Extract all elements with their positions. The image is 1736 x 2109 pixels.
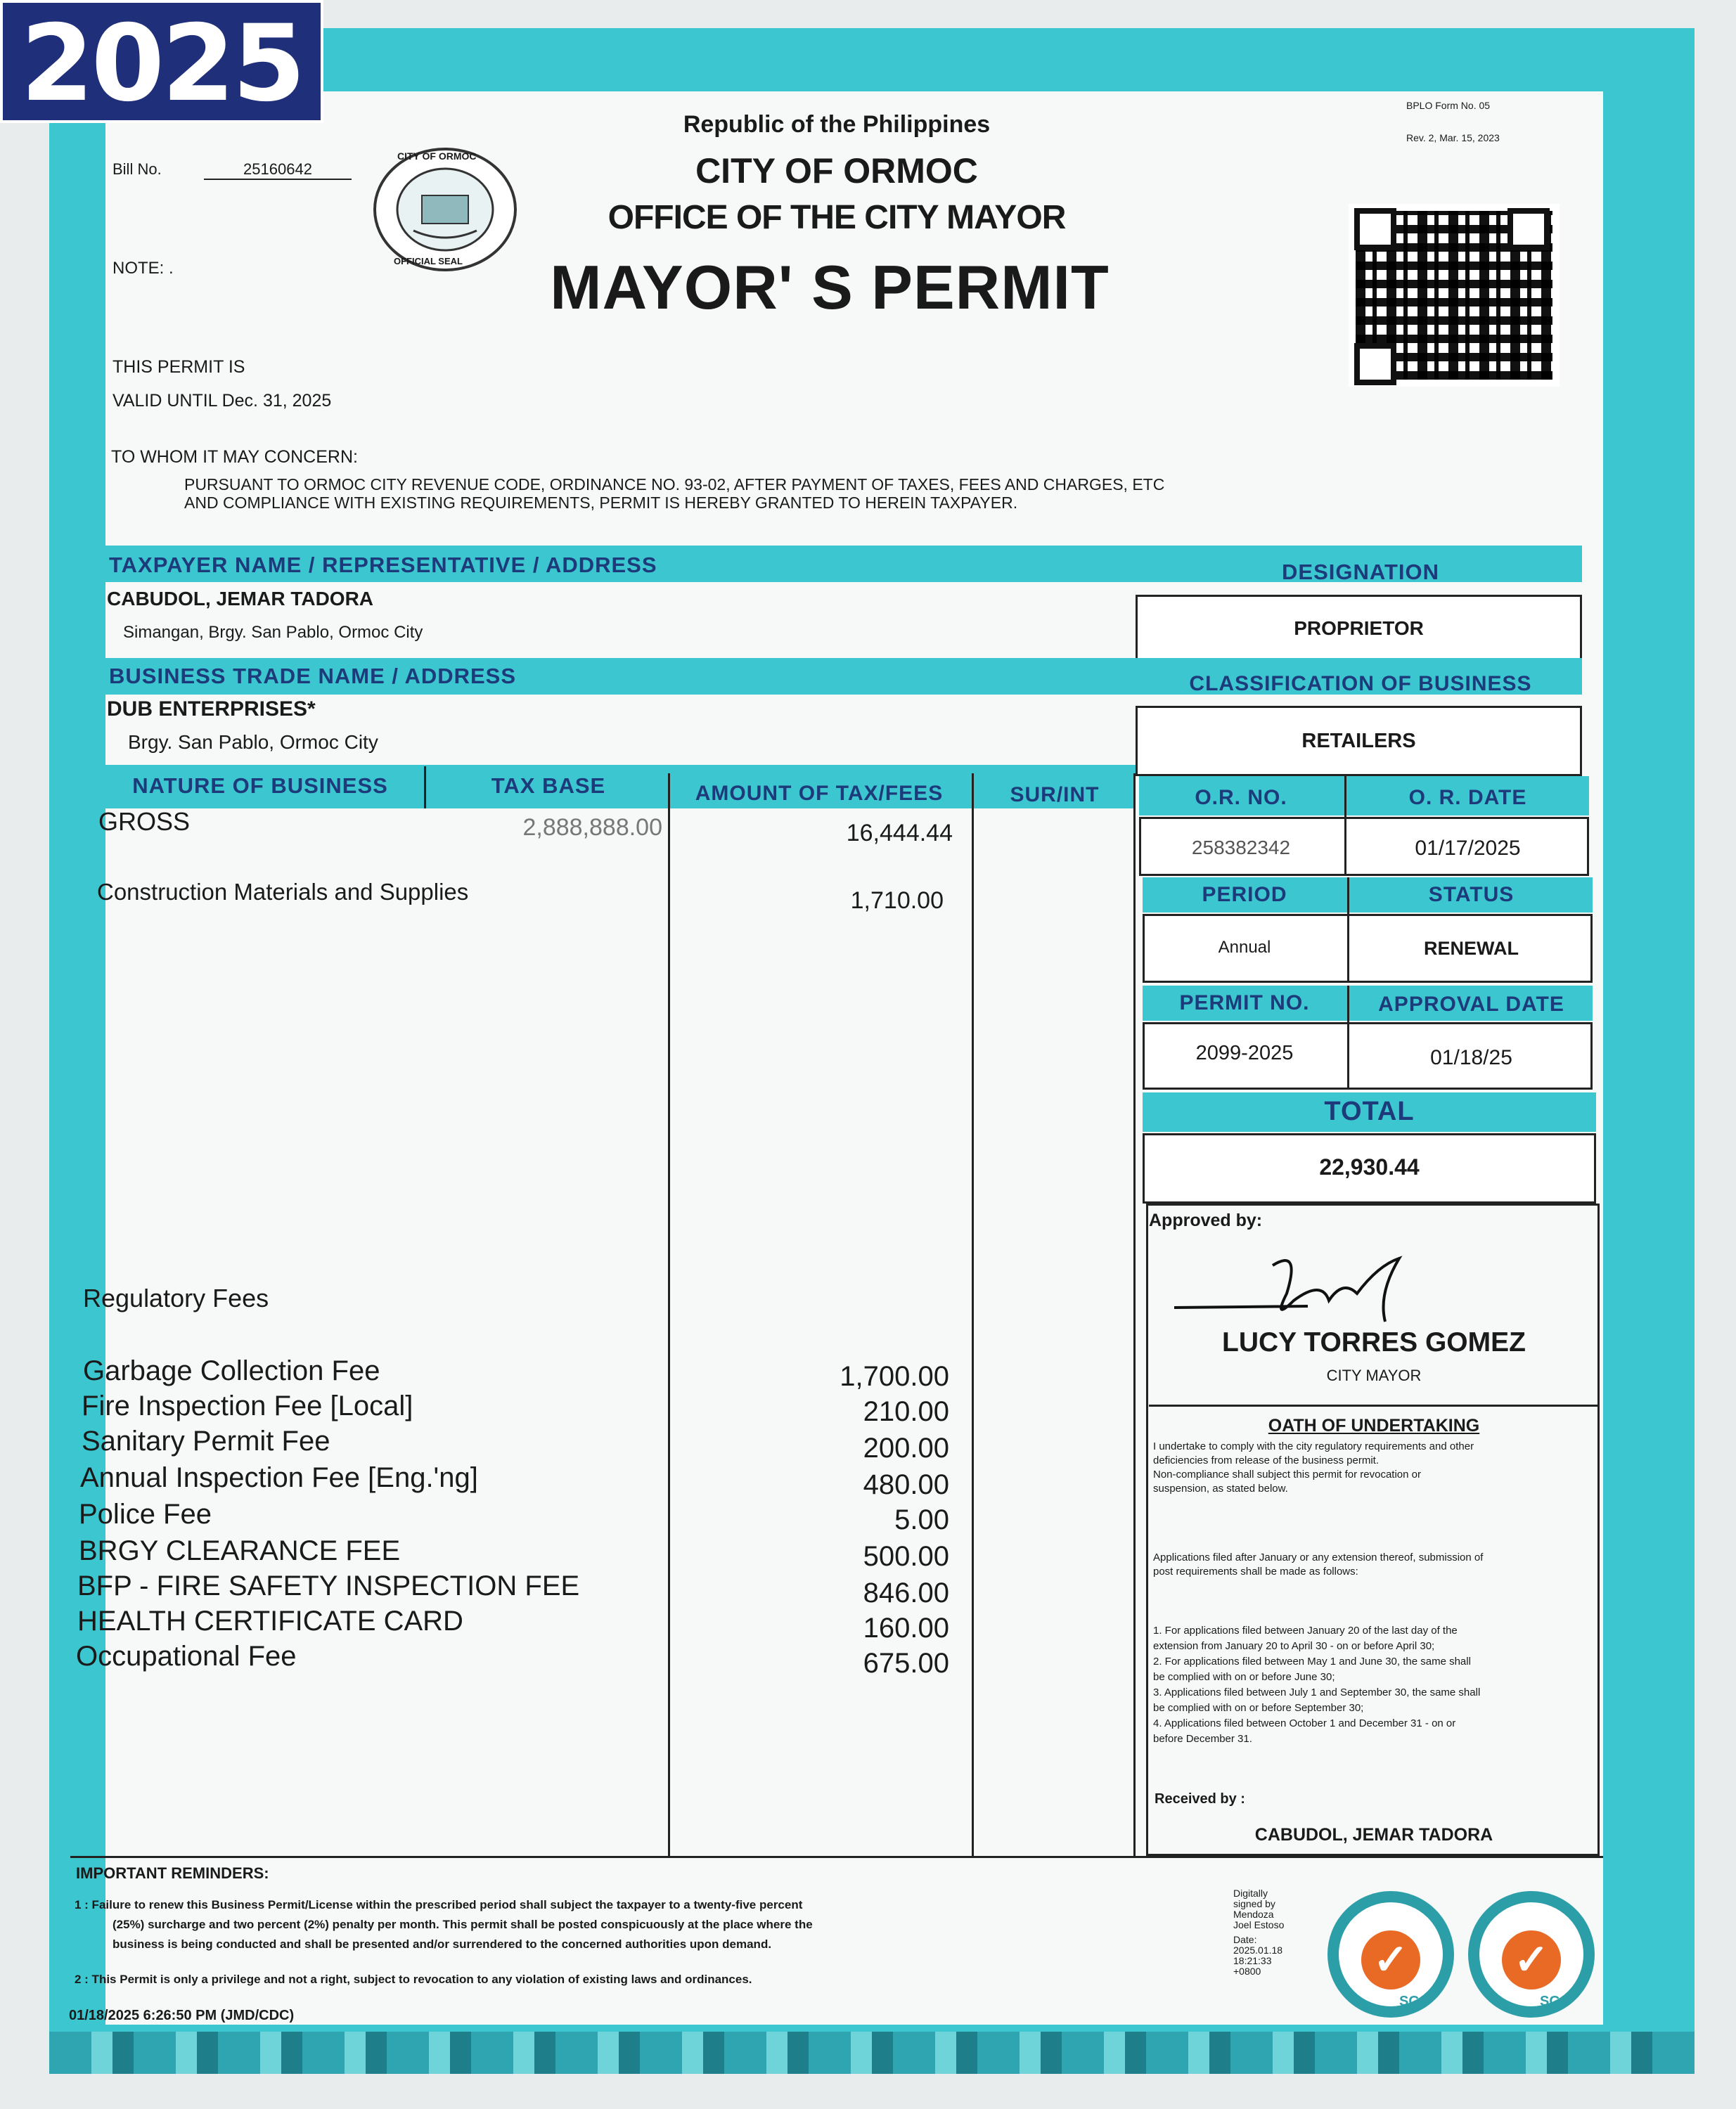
qr-corner — [1507, 208, 1550, 250]
revision: Rev. 2, Mar. 15, 2023 — [1406, 132, 1500, 143]
digital-sig-line: Mendoza — [1233, 1909, 1274, 1920]
reminder-1b: (25%) surcharge and two percent (2%) penalty per month. This permit shall be posted conspicuously at the place where the — [112, 1918, 813, 1931]
rule-line: be complied with on or before June 30; — [1153, 1671, 1335, 1683]
permit-no-header: PERMIT NO. — [1179, 991, 1310, 1014]
side-divider — [1347, 986, 1349, 1090]
gross-base: 2,888,888.00 — [522, 814, 662, 841]
rule-line: 3. Applications filed between July 1 and September 30, the same shall — [1153, 1686, 1481, 1698]
total-value: 22,930.44 — [1319, 1154, 1420, 1180]
digital-sig-line: +0800 — [1233, 1966, 1261, 1977]
oath-line: suspension, as stated below. — [1153, 1483, 1288, 1495]
table-divider — [424, 766, 426, 808]
rule-line: extension from January 20 to April 30 - on or before April 30; — [1153, 1640, 1435, 1652]
fee-label: Garbage Collection Fee — [83, 1355, 380, 1386]
concern-body-2: AND COMPLIANCE WITH EXISTING REQUIREMENTS, PERMIT IS HEREBY GRANTED TO HEREIN TAXPAYER. — [184, 494, 1018, 512]
fee-amount: 1,700.00 — [840, 1361, 949, 1392]
classification-header: CLASSIFICATION OF BUSINESS — [1189, 672, 1532, 695]
col-tax-base: TAX BASE — [491, 773, 606, 798]
total-header: TOTAL — [1324, 1097, 1415, 1126]
fee-label: Sanitary Permit Fee — [82, 1426, 330, 1457]
fee-amount: 200.00 — [863, 1433, 949, 1464]
office-name: OFFICE OF THE CITY MAYOR — [607, 199, 1066, 236]
fee-label: Annual Inspection Fee [Eng.'ng] — [80, 1462, 478, 1493]
gross-amount: 16,444.44 — [846, 820, 953, 846]
approved-by-label: Approved by: — [1149, 1211, 1263, 1230]
seal-top-text: CITY OF ORMOC — [397, 150, 477, 162]
table-divider — [972, 773, 974, 1856]
reminders-header: IMPORTANT REMINDERS: — [76, 1864, 269, 1882]
received-by-label: Received by : — [1155, 1791, 1245, 1807]
table-bottom-line — [70, 1856, 1603, 1858]
permit-no-value: 2099-2025 — [1195, 1042, 1294, 1064]
fee-label: Fire Inspection Fee [Local] — [82, 1391, 413, 1421]
fee-label: BRGY CLEARANCE FEE — [79, 1535, 401, 1566]
digital-sig-line: Joel Estoso — [1233, 1919, 1285, 1930]
fee-label: HEALTH CERTIFICATE CARD — [77, 1606, 463, 1637]
sgs-label: SGS — [1540, 1994, 1570, 2009]
rule-line: 2. For applications filed between May 1 and June 30, the same shall — [1153, 1656, 1471, 1668]
regulatory-label: Regulatory Fees — [83, 1284, 269, 1313]
print-timestamp: 01/18/2025 6:26:50 PM (JMD/CDC) — [69, 2008, 295, 2023]
digital-sig-line: Digitally — [1233, 1888, 1268, 1899]
reminder-1a: 1 : Failure to renew this Business Permit/License within the prescribed period shall subject the taxpayer to a twenty-five percent — [75, 1898, 803, 1911]
oath-line: deficiencies from release of the business permit. — [1153, 1455, 1379, 1466]
gross-label: GROSS — [98, 807, 191, 836]
seal-bottom-text: OFFICIAL SEAL — [394, 256, 463, 266]
period-header: PERIOD — [1202, 883, 1287, 906]
fee-amount: 210.00 — [863, 1396, 949, 1427]
or-date-header: O. R. DATE — [1408, 786, 1527, 809]
checkmark-icon: ✓ — [1361, 1930, 1420, 1989]
business-header: BUSINESS TRADE NAME / ADDRESS — [109, 664, 517, 688]
or-no-value: 258382342 — [1191, 837, 1291, 858]
digital-signature-block — [1233, 1888, 1311, 1977]
oath-header: OATH OF UNDERTAKING — [1268, 1416, 1480, 1436]
or-date-value: 01/17/2025 — [1415, 837, 1521, 860]
taxpayer-address: Simangan, Brgy. San Pablo, Ormoc City — [123, 623, 423, 642]
classification-value: RETAILERS — [1301, 730, 1416, 752]
signature-icon — [1167, 1251, 1434, 1329]
year-sticker: 2025 — [0, 0, 323, 123]
line-business: Construction Materials and Supplies — [97, 879, 469, 905]
sgs-label: SGS — [1399, 1994, 1429, 2009]
fee-amount: 846.00 — [863, 1578, 949, 1608]
business-name: DUB ENTERPRISES* — [107, 697, 316, 721]
col-sur-int: SUR/INT — [1010, 783, 1100, 806]
approval-date-header: APPROVAL DATE — [1378, 993, 1564, 1016]
digital-sig-line: Date: — [1233, 1934, 1257, 1945]
city-seal-icon — [371, 146, 519, 273]
sgs-certification-icon — [1468, 1891, 1595, 2018]
table-divider — [668, 773, 670, 1856]
status-header: STATUS — [1428, 883, 1515, 906]
fee-amount: 160.00 — [863, 1613, 949, 1644]
status-value: RENEWAL — [1424, 938, 1519, 959]
checkmark-icon: ✓ — [1502, 1930, 1561, 1989]
permit-title: MAYOR' S PERMIT — [550, 252, 1110, 322]
designation-value: PROPRIETOR — [1294, 617, 1424, 639]
fee-label: BFP - FIRE SAFETY INSPECTION FEE — [77, 1571, 580, 1601]
apps-line: post requirements shall be made as follows: — [1153, 1566, 1358, 1578]
republic-line: Republic of the Philippines — [683, 111, 991, 138]
sgs-certification-icon — [1327, 1891, 1454, 2018]
rule-line: 1. For applications filed between January 20 of the last day of the — [1153, 1625, 1458, 1637]
table-divider — [1133, 773, 1136, 1856]
oath-line: I undertake to comply with the city regulatory requirements and other — [1153, 1440, 1474, 1452]
city-name: CITY OF ORMOC — [695, 151, 978, 191]
business-address: Brgy. San Pablo, Ormoc City — [128, 731, 378, 753]
taxpayer-name: CABUDOL, JEMAR TADORA — [107, 588, 374, 610]
reminder-1c: business is being conducted and shall be presented and/or surrendered to the concerned authorities upon demand. — [112, 1937, 772, 1951]
qr-corner — [1354, 343, 1396, 385]
fee-label: Occupational Fee — [76, 1641, 297, 1672]
bill-number: 25160642 — [204, 160, 352, 180]
receiver-name: CABUDOL, JEMAR TADORA — [1254, 1825, 1493, 1845]
qr-corner — [1354, 208, 1396, 250]
salutation: TO WHOM IT MAY CONCERN: — [111, 447, 358, 467]
validity-line1: THIS PERMIT IS — [112, 357, 245, 377]
approval-date-value: 01/18/25 — [1430, 1046, 1512, 1069]
mayor-name: LUCY TORRES GOMEZ — [1222, 1327, 1526, 1357]
bill-label: Bill No. — [112, 160, 162, 178]
reminder-2: 2 : This Permit is only a privilege and not a right, subject to revocation to any violation of existing laws and ordinances. — [75, 1973, 752, 1986]
form-number: BPLO Form No. 05 — [1406, 100, 1491, 111]
oath-separator — [1149, 1405, 1599, 1407]
col-nature: NATURE OF BUSINESS — [132, 773, 388, 798]
oath-line: Non-compliance shall subject this permit for revocation or — [1153, 1469, 1421, 1481]
col-amount: AMOUNT OF TAX/FEES — [695, 782, 944, 805]
side-divider — [1347, 877, 1349, 983]
digital-sig-line: signed by — [1233, 1898, 1275, 1909]
mayor-title: CITY MAYOR — [1326, 1367, 1422, 1384]
rule-line: 4. Applications filed between October 1 and December 31 - on or — [1153, 1717, 1456, 1729]
fee-amount: 500.00 — [863, 1541, 949, 1572]
or-no-header: O.R. NO. — [1195, 786, 1287, 809]
period-value: Annual — [1218, 938, 1271, 957]
apps-line: Applications filed after January or any extension thereof, submission of — [1153, 1552, 1484, 1563]
line-amount: 1,710.00 — [850, 887, 944, 914]
fee-amount: 675.00 — [863, 1648, 949, 1679]
fee-amount: 480.00 — [863, 1469, 949, 1500]
concern-body-1: PURSUANT TO ORMOC CITY REVENUE CODE, ORDINANCE NO. 93-02, AFTER PAYMENT OF TAXES, FEES AND CHARGES, ETC — [184, 475, 1165, 494]
designation-header: DESIGNATION — [1282, 560, 1439, 584]
taxpayer-header: TAXPAYER NAME / REPRESENTATIVE / ADDRESS — [109, 553, 657, 577]
fee-label: Police Fee — [79, 1499, 212, 1530]
decorative-footer-strip — [49, 2032, 1695, 2074]
validity-line2: VALID UNTIL Dec. 31, 2025 — [112, 391, 332, 411]
digital-sig-line: 2025.01.18 — [1233, 1944, 1283, 1956]
rule-line: be complied with on or before September 30; — [1153, 1702, 1364, 1714]
note-label: NOTE: . — [112, 259, 174, 278]
rule-line: before December 31. — [1153, 1733, 1252, 1745]
digital-sig-line: 18:21:33 — [1233, 1955, 1272, 1966]
fee-amount: 5.00 — [894, 1504, 949, 1535]
